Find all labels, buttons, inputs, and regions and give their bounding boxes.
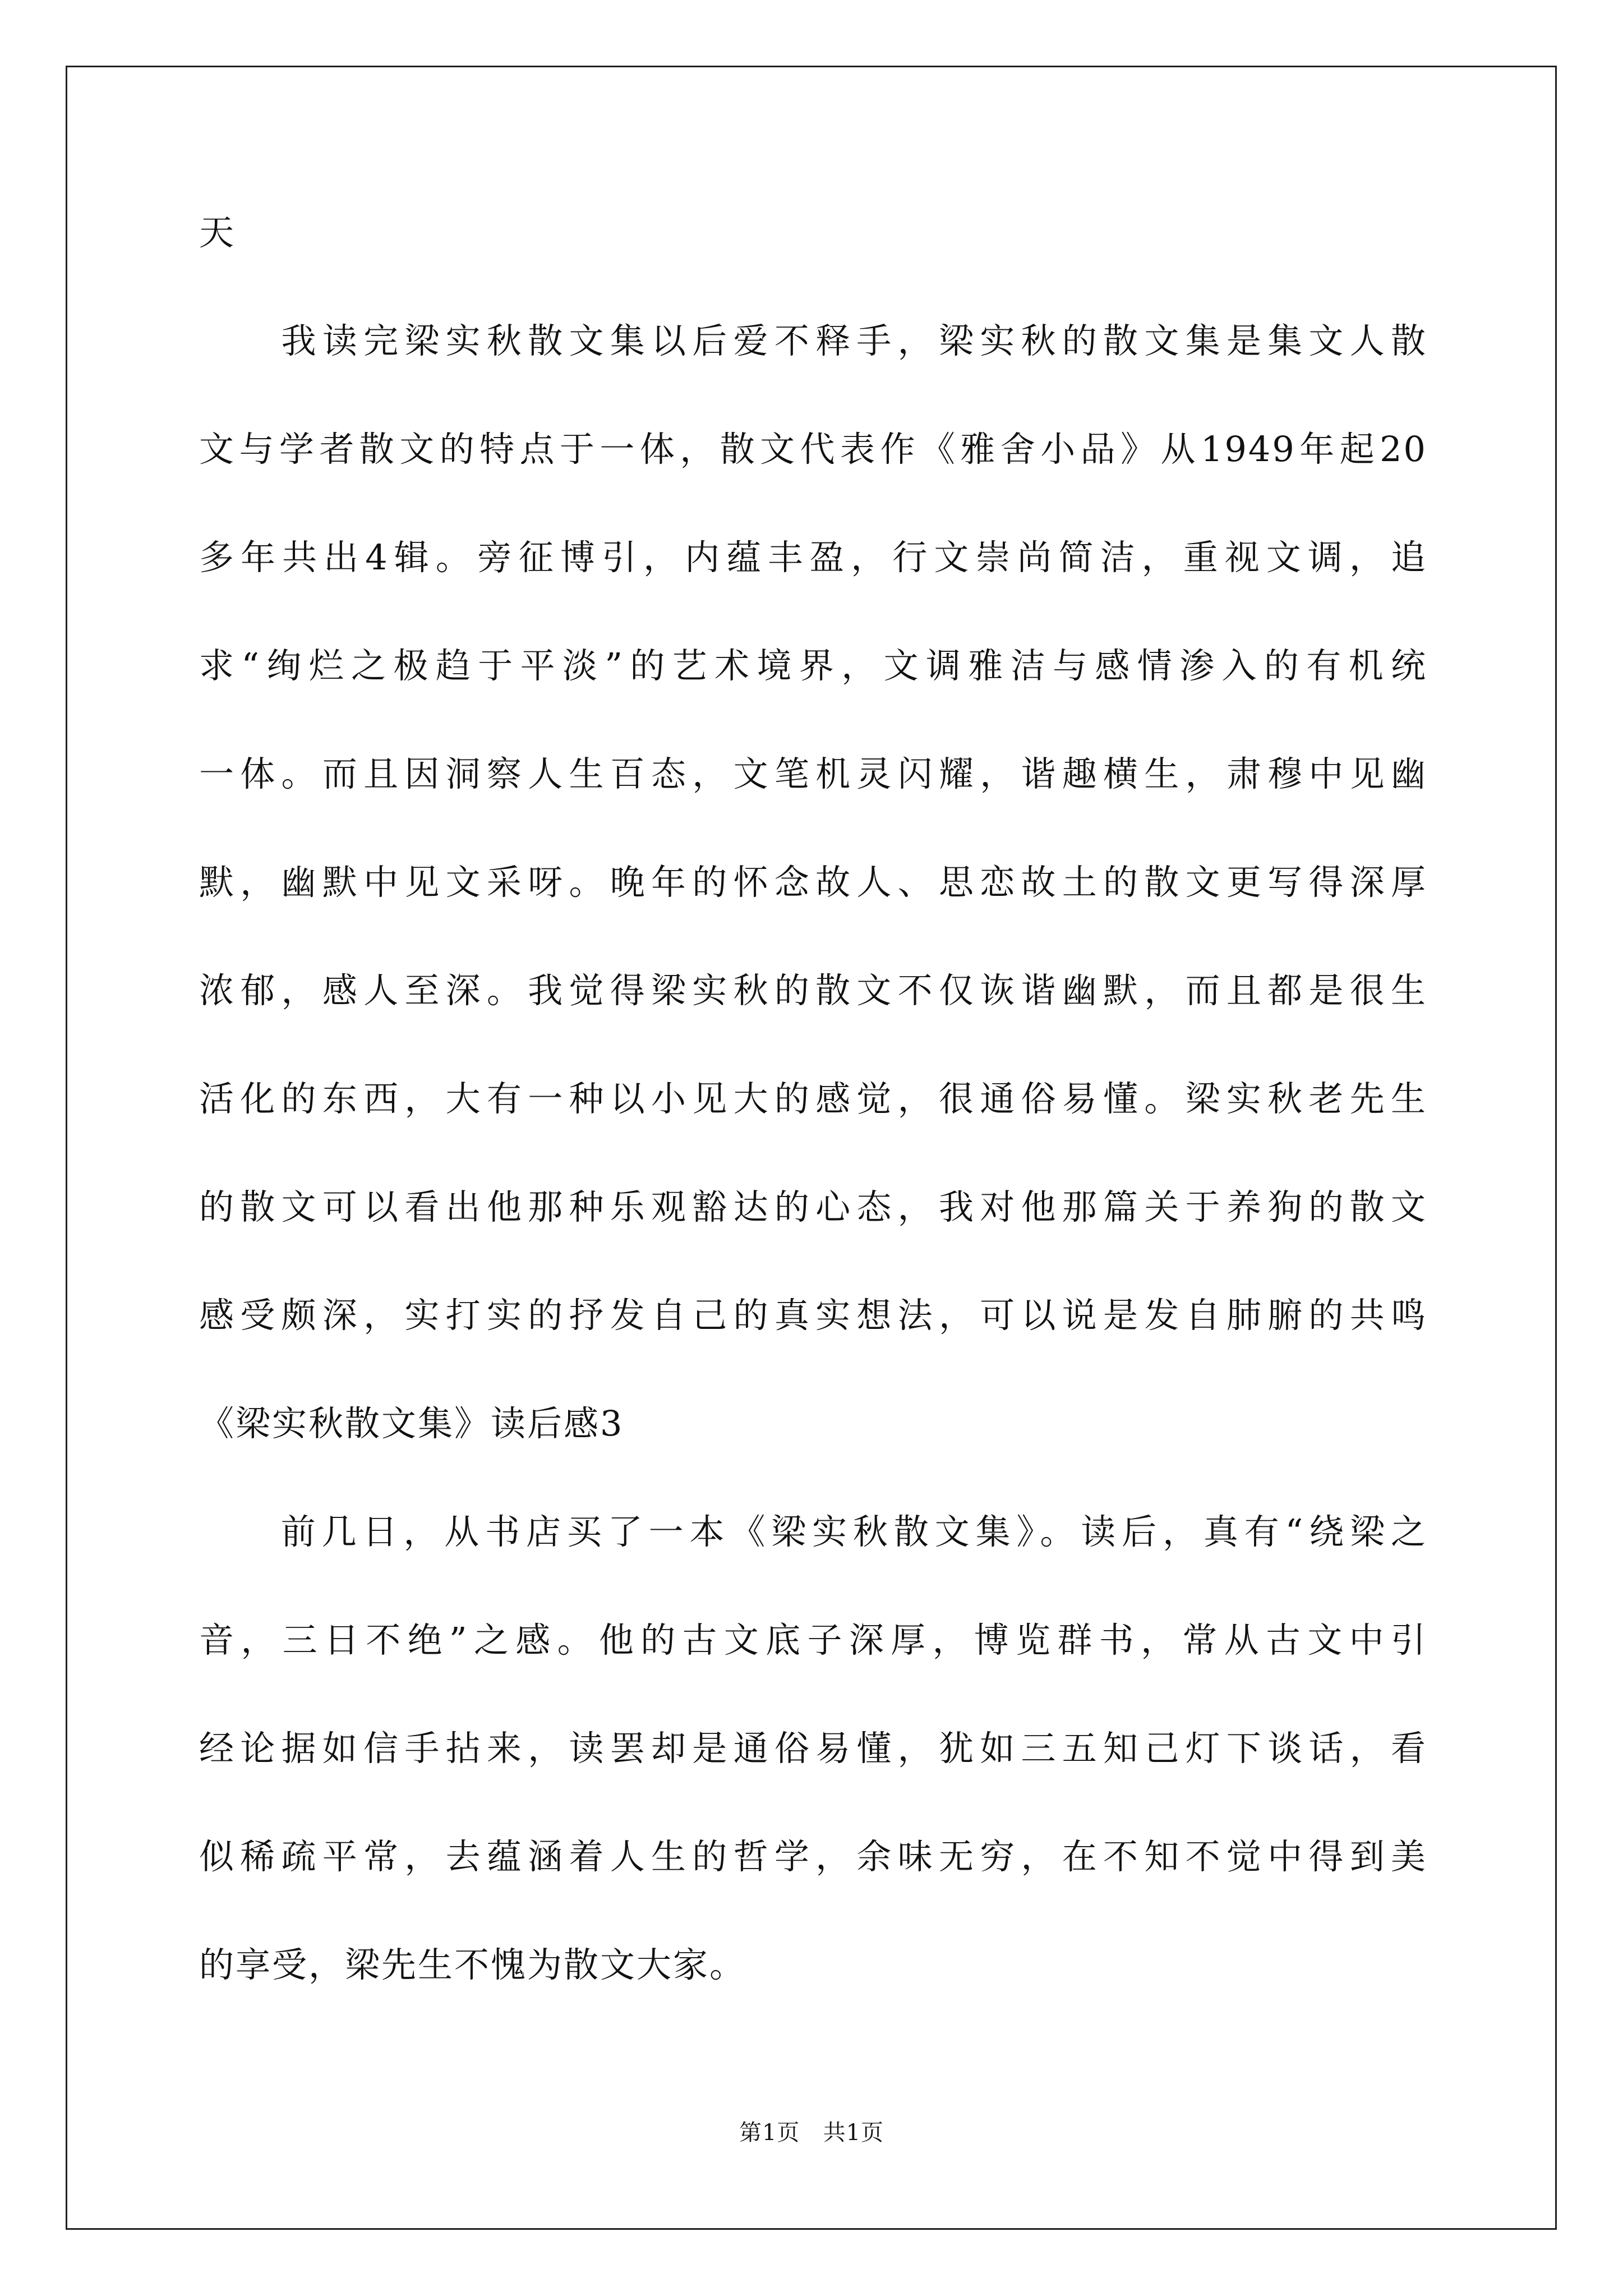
paragraph-2-line: 前几日，从书店买了一本《梁实秋散文集》。读后，真有“绕梁之 (199, 1511, 1427, 1552)
page-number: 第1页 (739, 2120, 800, 2146)
paragraph-1-line: 默，幽默中见文采呀。晚年的怀念故人、思恋故土的散文更写得深厚 (199, 862, 1427, 903)
top-fragment-line: 天 (199, 212, 236, 253)
paragraph-1-line: 多年共出4辑。旁征博引，内蕴丰盈，行文崇尚简洁，重视文调，追 (199, 537, 1427, 578)
paragraph-2-line: 音，三日不绝”之感。他的古文底子深厚，博览群书，常从古文中引 (199, 1619, 1427, 1660)
paragraph-2-line: 似稀疏平常，去蕴涵着人生的哲学，余味无穷，在不知不觉中得到美 (199, 1836, 1427, 1877)
paragraph-1-line: 求“绚烂之极趋于平淡”的艺术境界，文调雅洁与感情渗入的有机统 (199, 645, 1427, 686)
paragraph-2-line: 的享受，梁先生不愧为散文大家。 (199, 1944, 746, 1985)
paragraph-1-line: 的散文可以看出他那种乐观豁达的心态，我对他那篇关于养狗的散文 (199, 1186, 1427, 1227)
page-footer (0, 2115, 1623, 2147)
paragraph-1-line: 浓郁，感人至深。我觉得梁实秋的散文不仅诙谐幽默，而且都是很生 (199, 970, 1427, 1011)
paragraph-2-line: 经论据如信手拈来，读罢却是通俗易懂，犹如三五知己灯下谈话，看 (199, 1728, 1427, 1769)
paragraph-1-line: 感受颇深，实打实的抒发自己的真实想法，可以说是发自肺腑的共鸣 (199, 1295, 1427, 1336)
page-total: 共1页 (823, 2120, 884, 2146)
paragraph-1-line: 活化的东西，大有一种以小见大的感觉，很通俗易懂。梁实秋老先生 (199, 1078, 1427, 1119)
paragraph-1-line: 我读完梁实秋散文集以后爱不释手，梁实秋的散文集是集文人散 (199, 320, 1427, 361)
document-body (199, 178, 1427, 2019)
paragraph-1-line: 一体。而且因洞察人生百态，文笔机灵闪耀，谐趣横生，肃穆中见幽 (199, 753, 1427, 794)
paragraph-1-line: 文与学者散文的特点于一体，散文代表作《雅舍小品》从1949年起20 (199, 429, 1427, 470)
section-heading: 《梁实秋散文集》读后感3 (199, 1403, 624, 1444)
